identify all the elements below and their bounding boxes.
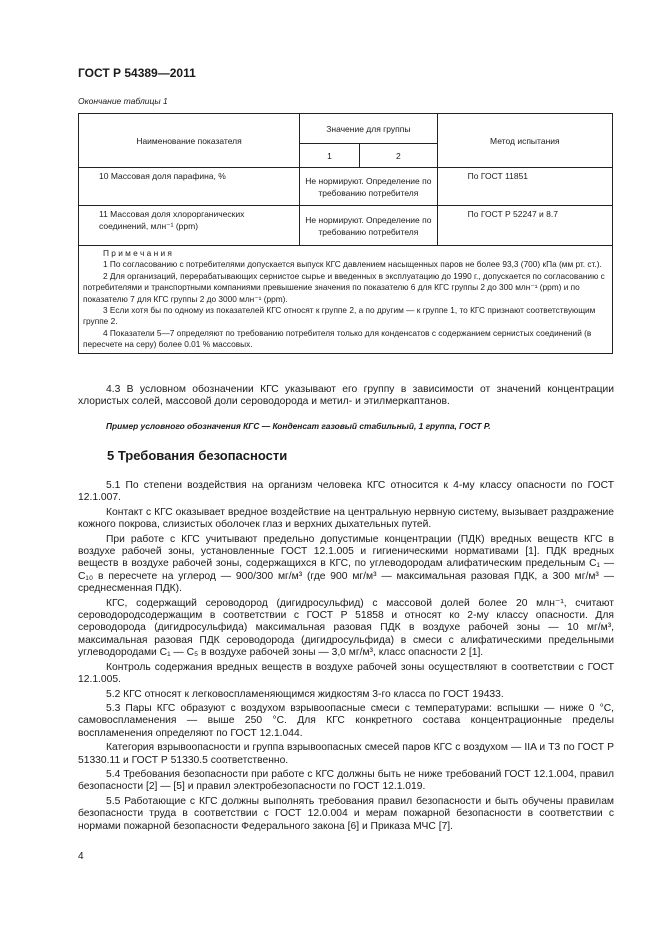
paragraph: Контакт с КГС оказывает вредное воздействие на центральную нервную систему, вызывает раздражение кожного покрова, слизистых оболочек глаз и верхних дыхательных путей. (78, 506, 614, 531)
note-item: 3 Если хотя бы по одному из показателей КГС относят к группе 2, а по другим — к группе 1, то КГС признают соответствующим группе 2. (83, 305, 596, 327)
paragraph: 5.3 Пары КГС образуют с воздухом взрывоопасные смеси с температурами: вспышки — ниже 0 °С, самовоспламенения — выше 250 °С. Для КГС конкретного состава концентрационные пределы воспламенения определяют по ГОСТ 12.1.044. (78, 702, 614, 739)
note-item: 1 По согласованию с потребителями допускается выпуск КГС давлением насыщенных паров не более 93,3 (700) кПа (мм рт. ст.). (103, 259, 602, 270)
indicators-table (78, 113, 613, 354)
paragraph: КГС, содержащий сероводород (дигидросульфид) с массовой долей более 20 млн⁻¹, считают сероводородсодержащим в соответствии с ГОСТ Р 51858 и относят ко 2-му классу опасности. Для сероводорода (дигидросульфида) максимальная разовая ПДК в воздухе рабочей зоны — 10 мг/м³, максимальная разовая ПДК сероводорода (дигидросульфида) в смеси с алифатическими предельными углеводородами С₁ — С₅ в воздухе рабочей зоны — 3,0 мг/м³, класс опасности 2 [1]. (78, 597, 614, 659)
page-number: 4 (78, 851, 84, 862)
note-item: 2 Для организаций, перерабатывающих сернистое сырье и введенных в эксплуатацию до 1990 г., допускается по согласованию с потребителями и транспортными компаниями превышение значения по показателю 6 для КГС группы 2 до 300 млн⁻¹ (ppm) и по показателю 7 для КГС группы 2 до 3000 млн⁻¹ (ppm). (83, 270, 605, 304)
table-caption: Окончание таблицы 1 (78, 96, 168, 106)
paragraph: Контроль содержания вредных веществ в воздухе рабочей зоны осуществляют в соответствии с ГОСТ 12.1.005. (78, 661, 614, 686)
row-name: 11 Массовая доля хлорорганических соединений, млн⁻¹ (ppm) (79, 206, 300, 246)
paragraph: 5.2 КГС относят к легковоспламеняющимся жидкостям 3-го класса по ГОСТ 19433. (106, 688, 504, 700)
row-name: 10 Массовая доля парафина, % (79, 168, 300, 206)
paragraph: 5.4 Требования безопасности при работе с КГС должны быть не ниже требований ГОСТ 12.1.004, правил безопасности [2] — [5] и правил электробезопасности по ГОСТ 12.1.019. (78, 768, 614, 793)
paragraph-4-3 (78, 384, 614, 409)
col-header-group1: 1 (300, 144, 360, 168)
document-header: ГОСТ Р 54389—2011 (78, 66, 196, 80)
col-header-group2: 2 (360, 144, 438, 168)
paragraph: Категория взрывоопасности и группа взрывоопасных смесей паров КГС с воздухом — IIA и Т3 по ГОСТ Р 51330.11 и ГОСТ Р 51330.5 соответственно. (78, 742, 614, 766)
row-value: Не нормируют. Определение по требованию потребителя (300, 206, 438, 246)
table-notes (79, 246, 613, 354)
note-item: 4 Показатели 5—7 определяют по требованию потребителя только для конденсатов с содержанием сернистых соединений (в пересчете на серу) более 0.01 % массовых. (83, 327, 592, 350)
col-header-method: Метод испытания (437, 114, 612, 168)
paragraph: При работе с КГС учитывают предельно допустимые концентрации (ПДК) вредных веществ КГС в воздухе рабочей зоны, установленные ГОСТ 12.1.005 и гигиеническими нормативами [1]. ПДК вредных веществ в воздухе рабочей зоны, содержащихся в КГС, по углеводородам алифатическим предельным С₁ — С₁₀ в пересчете на углерод — 900/300 мг/м³ (где 900 мг/м³ — максимальная разовая ПДК, а 300 мг/м³ — среднесменная ПДК). (78, 533, 614, 595)
col-header-value: Значение для группы (300, 114, 438, 144)
section-title: 5 Требования безопасности (107, 448, 288, 463)
col-header-name: Наименование показателя (79, 114, 300, 168)
section-5-body (78, 480, 614, 833)
row-method: По ГОСТ Р 52247 и 8.7 (437, 206, 612, 246)
paragraph: 4.3 В условном обозначении КГС указывают его группу в зависимости от значений концентрации хлористых солей, массовой доли сероводорода и метил- и этилмеркаптанов. (78, 384, 614, 408)
paragraph: 5.5 Работающие с КГС должны выполнять требования правил безопасности и быть обучены правилам безопасности труда в соответствии с ГОСТ 12.0.004 и мерам пожарной безопасности в соответствии с нормами пожарной безопасности Федерального закона [6] и Приказа МЧС [7]. (78, 795, 614, 832)
row-method: По ГОСТ 11851 (437, 168, 612, 206)
paragraph: 5.1 По степени воздействия на организм человека КГС относится к 4-му классу опасности по ГОСТ 12.1.007. (78, 480, 614, 504)
row-value: Не нормируют. Определение по требованию потребителя (300, 168, 438, 206)
designation-example: Пример условного обозначения КГС — Конденсат газовый стабильный, 1 группа, ГОСТ Р. (106, 421, 491, 431)
notes-title: П р и м е ч а н и я (103, 248, 172, 258)
